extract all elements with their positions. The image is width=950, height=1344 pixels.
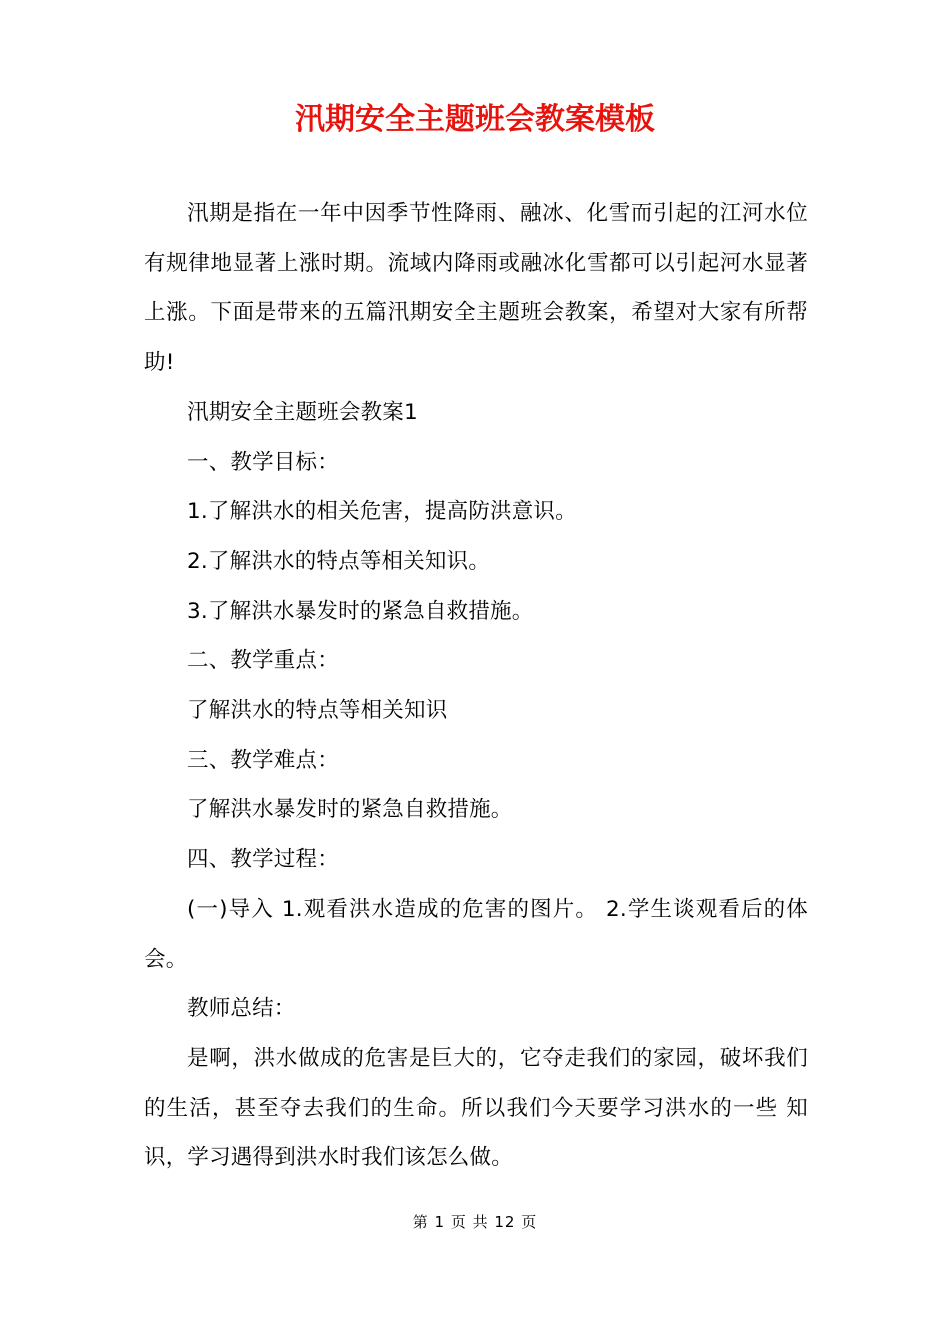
goal-item: 2.了解洪水的特点等相关知识。 xyxy=(187,548,491,574)
section-heading-process: 四、教学过程： xyxy=(187,847,339,873)
lesson-heading: 汛期安全主题班会教案1 xyxy=(187,399,418,425)
goal-item: 1.了解洪水的相关危害，提高防洪意识。 xyxy=(187,499,577,525)
section-heading-key-points: 二、教学重点： xyxy=(187,648,339,674)
goal-item: 3.了解洪水暴发时的紧急自救措施。 xyxy=(187,598,534,624)
document-title: 汛期安全主题班会教案模板 xyxy=(295,102,655,137)
teacher-summary-heading: 教师总结： xyxy=(187,996,296,1022)
intro-paragraph: 汛期是指在一年中因季节性降雨、融冰、化雪而引起的江河水位有规律地显著上涨时期。流域内降雨或融冰化雪都可以引起河水显著上涨。下面是带来的五篇汛期安全主题班会教案，希望对大家有所帮助! xyxy=(144,201,808,376)
section-heading-difficulty: 三、教学难点： xyxy=(187,747,339,773)
document-body xyxy=(144,189,808,1183)
difficulty-text: 了解洪水暴发时的紧急自救措施。 xyxy=(187,797,513,823)
process-intro-paragraph: (一)导入 1.观看洪水造成的危害的图片。 2.学生谈观看后的体会。 xyxy=(144,896,808,972)
key-point-text: 了解洪水的特点等相关知识 xyxy=(187,698,448,724)
section-heading-goals: 一、教学目标： xyxy=(187,449,339,475)
page-footer: 第 1 页 共 12 页 xyxy=(412,1213,538,1231)
teacher-summary-paragraph: 是啊，洪水做成的危害是巨大的，它夺走我们的家园，破坏我们的生活，甚至夺去我们的生命。所以我们今天要学习洪水的一些 知识，学习遇得到洪水时我们该怎么做。 xyxy=(144,1045,808,1171)
